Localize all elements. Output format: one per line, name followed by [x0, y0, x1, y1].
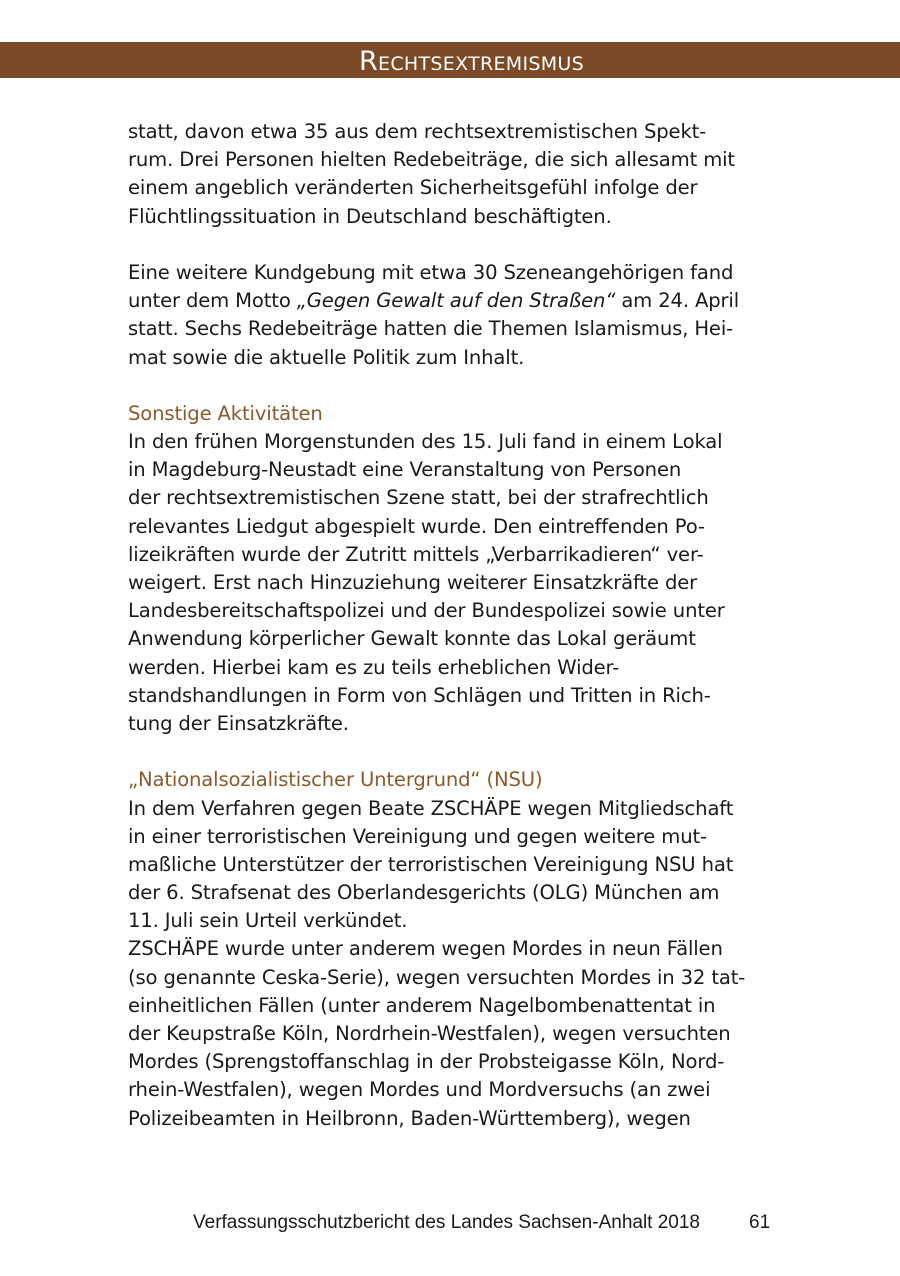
- text-line: einheitlichen Fällen (unter anderem Nagelbombenattentat in: [128, 993, 716, 1017]
- text-line: tung der Einsatzkräfte.: [128, 711, 349, 735]
- text-line: Landesbereitschaftspolizei und der Bundespolizei sowie unter: [128, 599, 725, 623]
- text-line: In dem Verfahren gegen Beate ZSCHÄPE wegen Mitgliedschaft: [128, 796, 734, 820]
- text-line: einem angeblich veränderten Sicherheitsgefühl infolge der: [128, 176, 698, 200]
- text-line: Flüchtlingssituation in Deutschland beschäftigten.: [128, 204, 612, 228]
- section-heading-other: Sonstige Aktivitäten: [128, 401, 323, 425]
- paragraph-rally: [128, 259, 788, 372]
- text-line: statt. Sechs Redebeiträge hatten die Themen Islamismus, Hei-: [128, 317, 734, 341]
- paragraph-continued: [128, 118, 788, 231]
- section-other-activities: [128, 400, 788, 738]
- text-line: standshandlungen in Form von Schlägen und Tritten in Rich-: [128, 683, 711, 707]
- text-line: 11. Juli sein Urteil verkündet.: [128, 909, 408, 933]
- text-line: der Keupstraße Köln, Nordrhein-Westfalen), wegen versuchten: [128, 1022, 731, 1045]
- text-line: der rechtsextremistischen Szene statt, bei der strafrechtlich: [128, 486, 709, 510]
- text-line: mat sowie die aktuelle Politik zum Inhalt.: [128, 345, 525, 369]
- text-line: statt, davon etwa 35 aus dem rechtsextremistischen Spekt-: [128, 120, 707, 143]
- page-body: [128, 118, 788, 1133]
- text-line: lizeikräften wurde der Zutritt mittels „Verbarrikadieren“ ver-: [128, 542, 704, 566]
- text-line: [128, 287, 788, 315]
- text-line: Eine weitere Kundgebung mit etwa 30 Szeneangehörigen fand: [128, 260, 734, 284]
- text-line: (so genannte Ceska-Serie), wegen versuchten Mordes in 32 tat-: [128, 965, 746, 989]
- text-line: werden. Hierbei kam es zu teils erheblichen Wider-: [128, 655, 620, 679]
- text-line: relevantes Liedgut abgespielt wurde. Den eintreffenden Po-: [128, 514, 705, 538]
- page-title: Rechtsextremismus: [358, 46, 584, 77]
- text-line: rhein-Westfalen), wegen Mordes und Mordversuchs (an zwei: [128, 1078, 711, 1102]
- text-line: rum. Drei Personen hielten Redebeiträge, die sich allesamt mit: [128, 148, 735, 172]
- motto-text: „Gegen Gewalt auf den Straßen“: [296, 289, 616, 313]
- page-number: 61: [749, 1212, 771, 1233]
- text-line: Polizeibeamten in Heilbronn, Baden-Württemberg), wegen: [128, 1106, 691, 1130]
- section-nsu: [128, 766, 788, 1132]
- text-fragment: unter dem Motto: [128, 289, 297, 313]
- text-line: in Magdeburg-Neustadt eine Veranstaltung von Personen: [128, 458, 682, 482]
- text-line: maßliche Unterstützer der terroristischen Vereinigung NSU hat: [128, 852, 734, 876]
- footer-publication: Verfassungsschutzbericht des Landes Sachsen-Anhalt 2018: [193, 1212, 700, 1233]
- text-line: ZSCHÄPE wurde unter anderem wegen Mordes in neun Fällen: [128, 937, 723, 961]
- text-line: der 6. Strafsenat des Oberlandesgerichts (OLG) München am: [128, 881, 720, 905]
- text-line: Anwendung körperlicher Gewalt konnte das Lokal geräumt: [128, 627, 696, 651]
- text-line: weigert. Erst nach Hinzuziehung weiterer Einsatzkräfte der: [128, 571, 698, 594]
- header-bar: [0, 42, 900, 78]
- section-heading-nsu: „Nationalsozialistischer Untergrund“ (NSU): [128, 768, 543, 792]
- text-line: in einer terroristischen Vereinigung und gegen weitere mut-: [128, 824, 707, 848]
- text-fragment: am 24. April: [615, 289, 740, 313]
- text-line: In den frühen Morgenstunden des 15. Juli fand in einem Lokal: [128, 430, 723, 454]
- text-line: Mordes (Sprengstoffanschlag in der Probsteigasse Köln, Nord-: [128, 1050, 725, 1074]
